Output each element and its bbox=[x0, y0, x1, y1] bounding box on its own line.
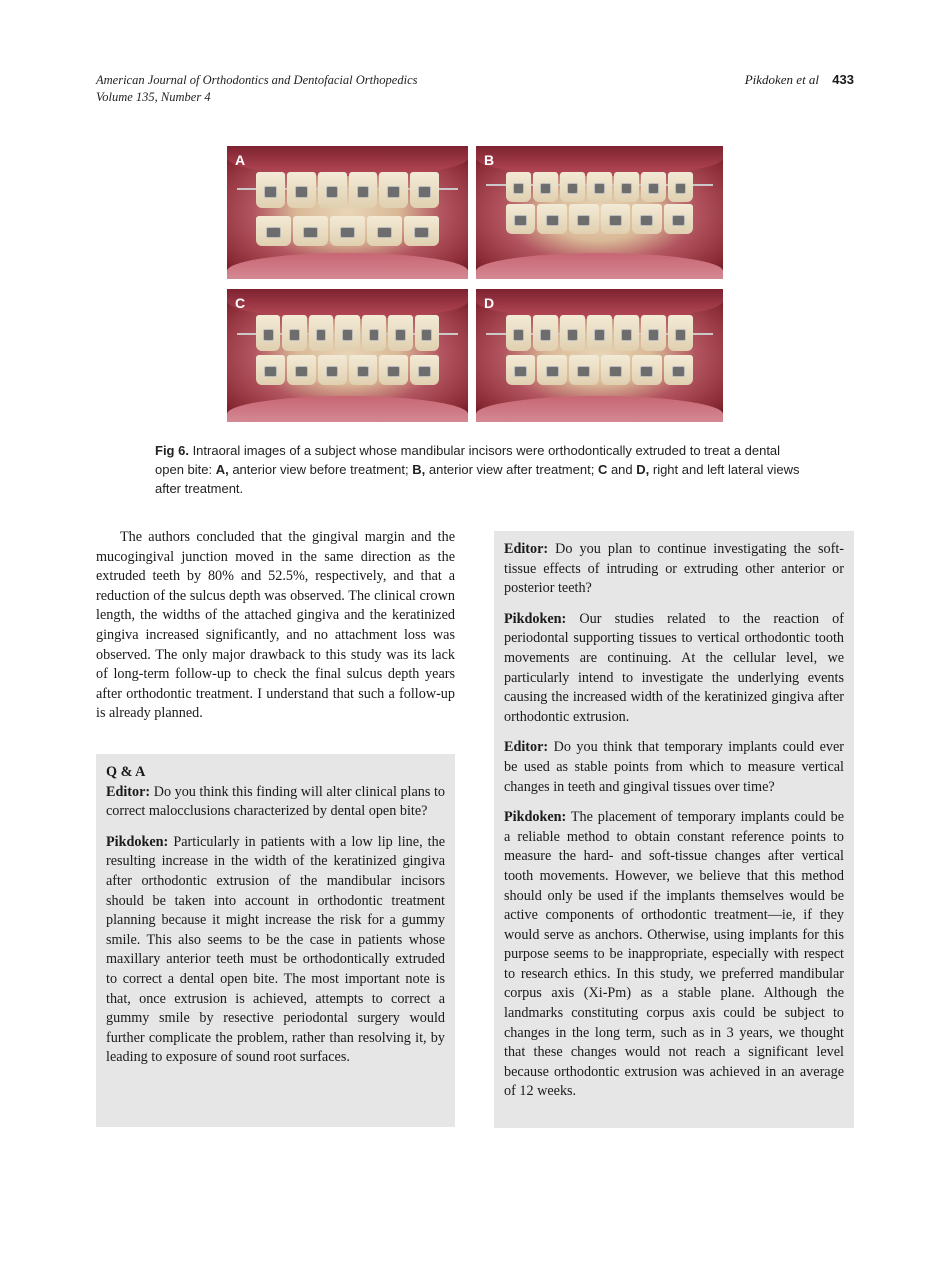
figure-panel-a bbox=[227, 146, 468, 279]
qa-item: Pikdoken: Particularly in patients with a low lip line, the resulting increase in the width of the keratinized gingiva after orthodontic extrusion of the mandibular incisors should be taken into account in orthodontic treatment planning because it might increase the risk for a gummy smile. This also seems to be the case in patients whose maxillary anterior teeth must be orthodontically extruded to correct a dental open bite. The most important note is that, once extrusion is achieved, attempts to correct a gummy smile by resective periodontal surgery would further complicate the problem, rather than resolving it, by leading to exposure of sound root surfaces. bbox=[106, 833, 445, 1066]
qa-box-left bbox=[96, 754, 455, 1127]
running-header-page bbox=[745, 72, 854, 88]
running-header-journal bbox=[96, 72, 418, 106]
figure-panel-b bbox=[476, 146, 723, 279]
caption-fig-label: Fig 6. bbox=[155, 443, 189, 458]
qa-item: Pikdoken: Our studies related to the reaction of periodontal supporting tissues to vertical orthodontic tooth movements are continuing. At the cellular level, we particularly intend to investigate the underlying events causing the increased width of the keratinized gingiva after orthodontic extrusion. bbox=[504, 610, 844, 725]
qa-item: Pikdoken: The placement of temporary implants could be a reliable method to obtain constant reference points to measure the hard- and soft-tissue changes after vertical tooth movements. However, we believe that this method should only be used if the implants themselves would be active components of orthodontic treatment—ie, if they would serve as anchors. Otherwise, using implants for this purpose seems to be inappropriate, especially with respect to research ethics. In this study, we preferred mandibular corpus axis (Xi-Pm) as a stable plane. Although the landmarks constituting corpus axis could be subject to changes in the long term, such as in 3 years, we thought that these changes would not reach a significant level because orthodontic extrusion was achieved in an average of 12 weeks. bbox=[504, 809, 844, 1100]
author-running-head: Pikdoken et al bbox=[744, 72, 820, 87]
panel-label-d: D bbox=[484, 295, 495, 311]
panel-label-c: C bbox=[235, 295, 246, 311]
panel-label-a: A bbox=[235, 152, 246, 168]
body-paragraph: The authors concluded that the gingival margin and the mucogingival junction moved in the same direction as the extruded teeth by 80% and 52.5%, respectively, and that a reduction of the sulcus depth was observed. The clinical crown length, the widths of the attached gingiva and the keratinized gingiva increased significantly, and no attachment loss was observed. The only major drawback to this study was its lack of long-term follow-up to check the final sulcus depth years after orthodontic treatment. I understand that such a follow-up is already planned. bbox=[96, 529, 455, 722]
journal-volume: Volume 135, Number 4 bbox=[96, 90, 211, 104]
qa-box-right bbox=[494, 531, 854, 1128]
page-number: 433 bbox=[832, 72, 854, 87]
figure-caption: Fig 6. Intraoral images of a subject whose mandibular incisors were orthodontically extruded to treat a dental open bite: A, anterior view before treatment; B, anterior view after treatment; C and D, right and left lateral views after treatment. bbox=[155, 443, 800, 496]
qa-title: Q & A bbox=[106, 764, 146, 780]
figure-panel-c bbox=[227, 289, 468, 422]
figure-panel-d bbox=[476, 289, 723, 422]
panel-label-b: B bbox=[484, 152, 495, 168]
journal-title: American Journal of Orthodontics and Dentofacial Orthopedics bbox=[96, 73, 418, 87]
qa-item: Editor: Do you think that temporary implants could ever be used as stable points from which to measure vertical changes in teeth and gingival tissues over time? bbox=[504, 739, 844, 795]
qa-item: Editor: Do you think this finding will alter clinical plans to correct malocclusions characterized by dental open bite? bbox=[106, 783, 445, 820]
qa-item: Editor: Do you plan to continue investigating the soft-tissue effects of intruding or extruding other anterior or posterior teeth? bbox=[504, 541, 844, 597]
